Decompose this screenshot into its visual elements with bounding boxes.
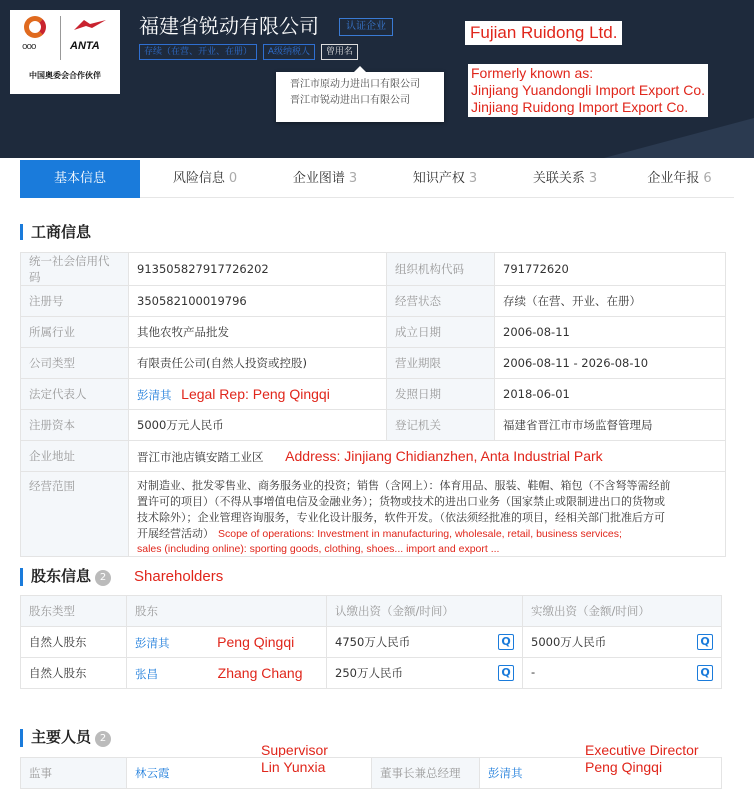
director-label: 董事长兼总经理 xyxy=(372,758,480,789)
subscribed-capital: 4750万人民币 xyxy=(335,635,411,649)
op-status: 存续（在营、开业、在册） xyxy=(495,286,726,317)
shareholder-type: 自然人股东 xyxy=(21,627,127,658)
shareholders-title-text: 股东信息 xyxy=(31,567,92,585)
shareholder-type: 自然人股东 xyxy=(21,658,127,689)
org-code-label: 组织机构代码 xyxy=(387,253,495,286)
tab-enterprise-graph[interactable] xyxy=(270,160,380,198)
olympic-rings-icon: ooo xyxy=(22,42,36,52)
annotation-address: Address: Jinjiang Chidianzhen, Anta Industrial Park xyxy=(285,447,603,464)
business-scope xyxy=(129,472,726,557)
search-icon[interactable]: Q xyxy=(697,665,713,681)
personnel-count: 2 xyxy=(95,731,111,747)
col-header: 实缴出资（金额/时间） xyxy=(523,596,722,627)
shareholders-title xyxy=(20,568,111,586)
tab-label: 知识产权 xyxy=(412,171,465,186)
reg-no-label: 注册号 xyxy=(21,286,129,317)
col-header: 股东 xyxy=(127,596,327,627)
status-tags xyxy=(139,43,358,60)
supervisor-link[interactable]: 林云霞 xyxy=(135,766,170,780)
certified-tag[interactable]: 认证企业 xyxy=(339,18,393,36)
table-row xyxy=(21,379,726,410)
annotation-former-2: Jinjiang Ruidong Import Export Co. xyxy=(471,99,689,115)
logo-divider xyxy=(60,16,61,60)
annotation-former-names xyxy=(468,64,708,117)
issue-date: 2018-06-01 xyxy=(495,379,726,410)
scope-line-end: 开展经营活动） xyxy=(137,527,214,540)
director-link[interactable]: 彭清其 xyxy=(488,766,523,780)
company-address: 晋江市池店镇安踏工业区 xyxy=(137,449,264,464)
annotation-legal-rep: Legal Rep: Peng Qingqi xyxy=(181,385,330,402)
subscribed-cell xyxy=(327,627,523,658)
paid-cell xyxy=(523,658,722,689)
annotation-supervisor-name: Lin Yunxia xyxy=(261,759,326,775)
header-decoration xyxy=(604,118,754,158)
tab-count: 3 xyxy=(588,171,598,186)
tab-ip[interactable] xyxy=(390,160,500,198)
table-row xyxy=(21,472,726,557)
annotation-director-name: Peng Qingqi xyxy=(585,759,663,775)
table-row xyxy=(21,627,722,658)
col-header: 认缴出资（金额/时间） xyxy=(327,596,523,627)
tab-label: 企业年报 xyxy=(647,171,700,186)
annotation-director-role: Executive Director xyxy=(585,742,699,758)
annotation-former-1: Jinjiang Yuandongli Import Export Co. xyxy=(471,82,705,98)
tab-risk-info[interactable] xyxy=(150,160,260,198)
paid-cell xyxy=(523,627,722,658)
legal-rep-label: 法定代表人 xyxy=(21,379,129,410)
former-name-item: 晋江市锐动进出口有限公司 xyxy=(290,95,410,106)
taxpayer-tag[interactable]: A级纳税人 xyxy=(263,44,315,60)
annotation-supervisor-role: Supervisor xyxy=(261,742,328,758)
annotation-scope-1: Scope of operations: Investment in manufacturing, wholesale, retail, business services; xyxy=(218,528,622,540)
registration-authority: 福建省晋江市市场监督管理局 xyxy=(495,410,726,441)
issue-date-label: 发照日期 xyxy=(387,379,495,410)
address-label: 企业地址 xyxy=(21,441,129,472)
shareholder-link[interactable]: 张昌 xyxy=(135,666,158,681)
table-row xyxy=(21,348,726,379)
shareholder-link[interactable]: 彭清其 xyxy=(135,635,170,650)
business-term: 2006-08-11 - 2026-08-10 xyxy=(495,348,726,379)
founded-date: 2006-08-11 xyxy=(495,317,726,348)
credit-code-label: 统一社会信用代码 xyxy=(21,253,129,286)
reg-no: 350582100019796 xyxy=(129,286,387,317)
table-row xyxy=(21,286,726,317)
legal-rep-cell xyxy=(129,379,387,410)
company-type: 有限责任公司(自然人投资或控股) xyxy=(129,348,387,379)
table-row xyxy=(21,253,726,286)
former-name-tag[interactable]: 曾用名 xyxy=(321,44,358,60)
company-name: 福建省锐动有限公司 xyxy=(139,14,319,38)
scope-line: 技术除外）；企业管理咨询服务，专业化设计服务，软件开发。（依法须经批准的项目，经相关部门批准后方可 xyxy=(137,511,665,524)
search-icon[interactable]: Q xyxy=(697,634,713,650)
annotation-scope-2: sales (including online): sporting goods, clothing, shoes... import and export ... xyxy=(137,543,500,555)
shareholders-count: 2 xyxy=(95,570,111,586)
coc-logo-icon xyxy=(24,16,46,38)
personnel-title-text: 主要人员 xyxy=(31,728,92,746)
tab-count: 3 xyxy=(468,171,478,186)
authority-label: 登记机关 xyxy=(387,410,495,441)
company-logo xyxy=(10,10,120,94)
table-row xyxy=(21,758,722,789)
subscribed-cell xyxy=(327,658,523,689)
supervisor-cell xyxy=(127,758,372,789)
paid-capital: 5000万人民币 xyxy=(531,635,607,649)
search-icon[interactable]: Q xyxy=(498,634,514,650)
op-status-label: 经营状态 xyxy=(387,286,495,317)
business-info-title: 工商信息 xyxy=(20,224,91,240)
term-label: 营业期限 xyxy=(387,348,495,379)
annotation-shareholder: Zhang Chang xyxy=(217,664,303,681)
tab-label: 基本信息 xyxy=(53,171,106,186)
scope-line: 置许可的项目）（不得从事增值电信及金融业务）；货物或技术的进出口业务（国家禁止或限制进出口的货物或 xyxy=(137,495,665,508)
tab-annual-reports[interactable] xyxy=(625,160,734,198)
logo-brand-text: ANTA xyxy=(70,40,100,52)
annotation-title: Fujian Ruidong Ltd. xyxy=(465,21,622,45)
former-names-popup xyxy=(276,72,444,122)
table-row xyxy=(21,410,726,441)
personnel-table xyxy=(20,757,722,789)
annotation-shareholders: Shareholders xyxy=(134,568,224,585)
tab-label: 企业图谱 xyxy=(292,171,345,186)
scope-line: 对制造业、批发零售业、商务服务业的投资；销售（含网上）：体育用品、服装、鞋帽、箱包（不含弩等需经前 xyxy=(137,479,671,492)
tab-count: 6 xyxy=(703,171,712,186)
tab-label: 风险信息 xyxy=(172,171,225,186)
logo-caption: 中国奥委会合作伙伴 xyxy=(29,71,101,80)
annotation-former-heading: Formerly known as: xyxy=(471,65,594,81)
business-info-table xyxy=(20,252,726,557)
subscribed-capital: 250万人民币 xyxy=(335,666,403,680)
paid-capital: - xyxy=(531,665,536,679)
director-cell xyxy=(480,758,722,789)
former-name-item: 晋江市原动力进出口有限公司 xyxy=(290,79,420,90)
credit-code: 913505827917726202 xyxy=(129,253,387,286)
shareholder-cell xyxy=(127,658,327,689)
legal-rep-link[interactable]: 彭清其 xyxy=(137,387,172,402)
shareholders-table xyxy=(20,595,722,689)
org-code: 791772620 xyxy=(495,253,726,286)
table-row xyxy=(21,658,722,689)
tab-bar xyxy=(20,160,734,198)
annotation-shareholder: Peng Qingqi xyxy=(217,633,295,650)
personnel-title xyxy=(20,729,111,747)
col-header: 股东类型 xyxy=(21,596,127,627)
tab-count: 3 xyxy=(348,171,358,186)
table-header-row xyxy=(21,596,722,627)
tab-count: 0 xyxy=(228,171,238,186)
founded-label: 成立日期 xyxy=(387,317,495,348)
shareholder-cell xyxy=(127,627,327,658)
tab-label: 关联关系 xyxy=(532,171,585,186)
scope-label: 经营范围 xyxy=(21,472,129,557)
company-type-label: 公司类型 xyxy=(21,348,129,379)
tab-relations[interactable] xyxy=(510,160,620,198)
table-row xyxy=(21,441,726,472)
status-tag: 存续（在营、开业、在册） xyxy=(139,44,257,60)
address-cell xyxy=(129,441,726,472)
industry: 其他农牧产品批发 xyxy=(129,317,387,348)
anta-mark-icon xyxy=(72,18,108,32)
search-icon[interactable]: Q xyxy=(498,665,514,681)
tab-basic-info[interactable] xyxy=(20,160,140,198)
registered-capital: 5000万元人民币 xyxy=(129,410,387,441)
table-row xyxy=(21,317,726,348)
industry-label: 所属行业 xyxy=(21,317,129,348)
scope-line xyxy=(137,526,717,542)
capital-label: 注册资本 xyxy=(21,410,129,441)
supervisor-label: 监事 xyxy=(21,758,127,789)
